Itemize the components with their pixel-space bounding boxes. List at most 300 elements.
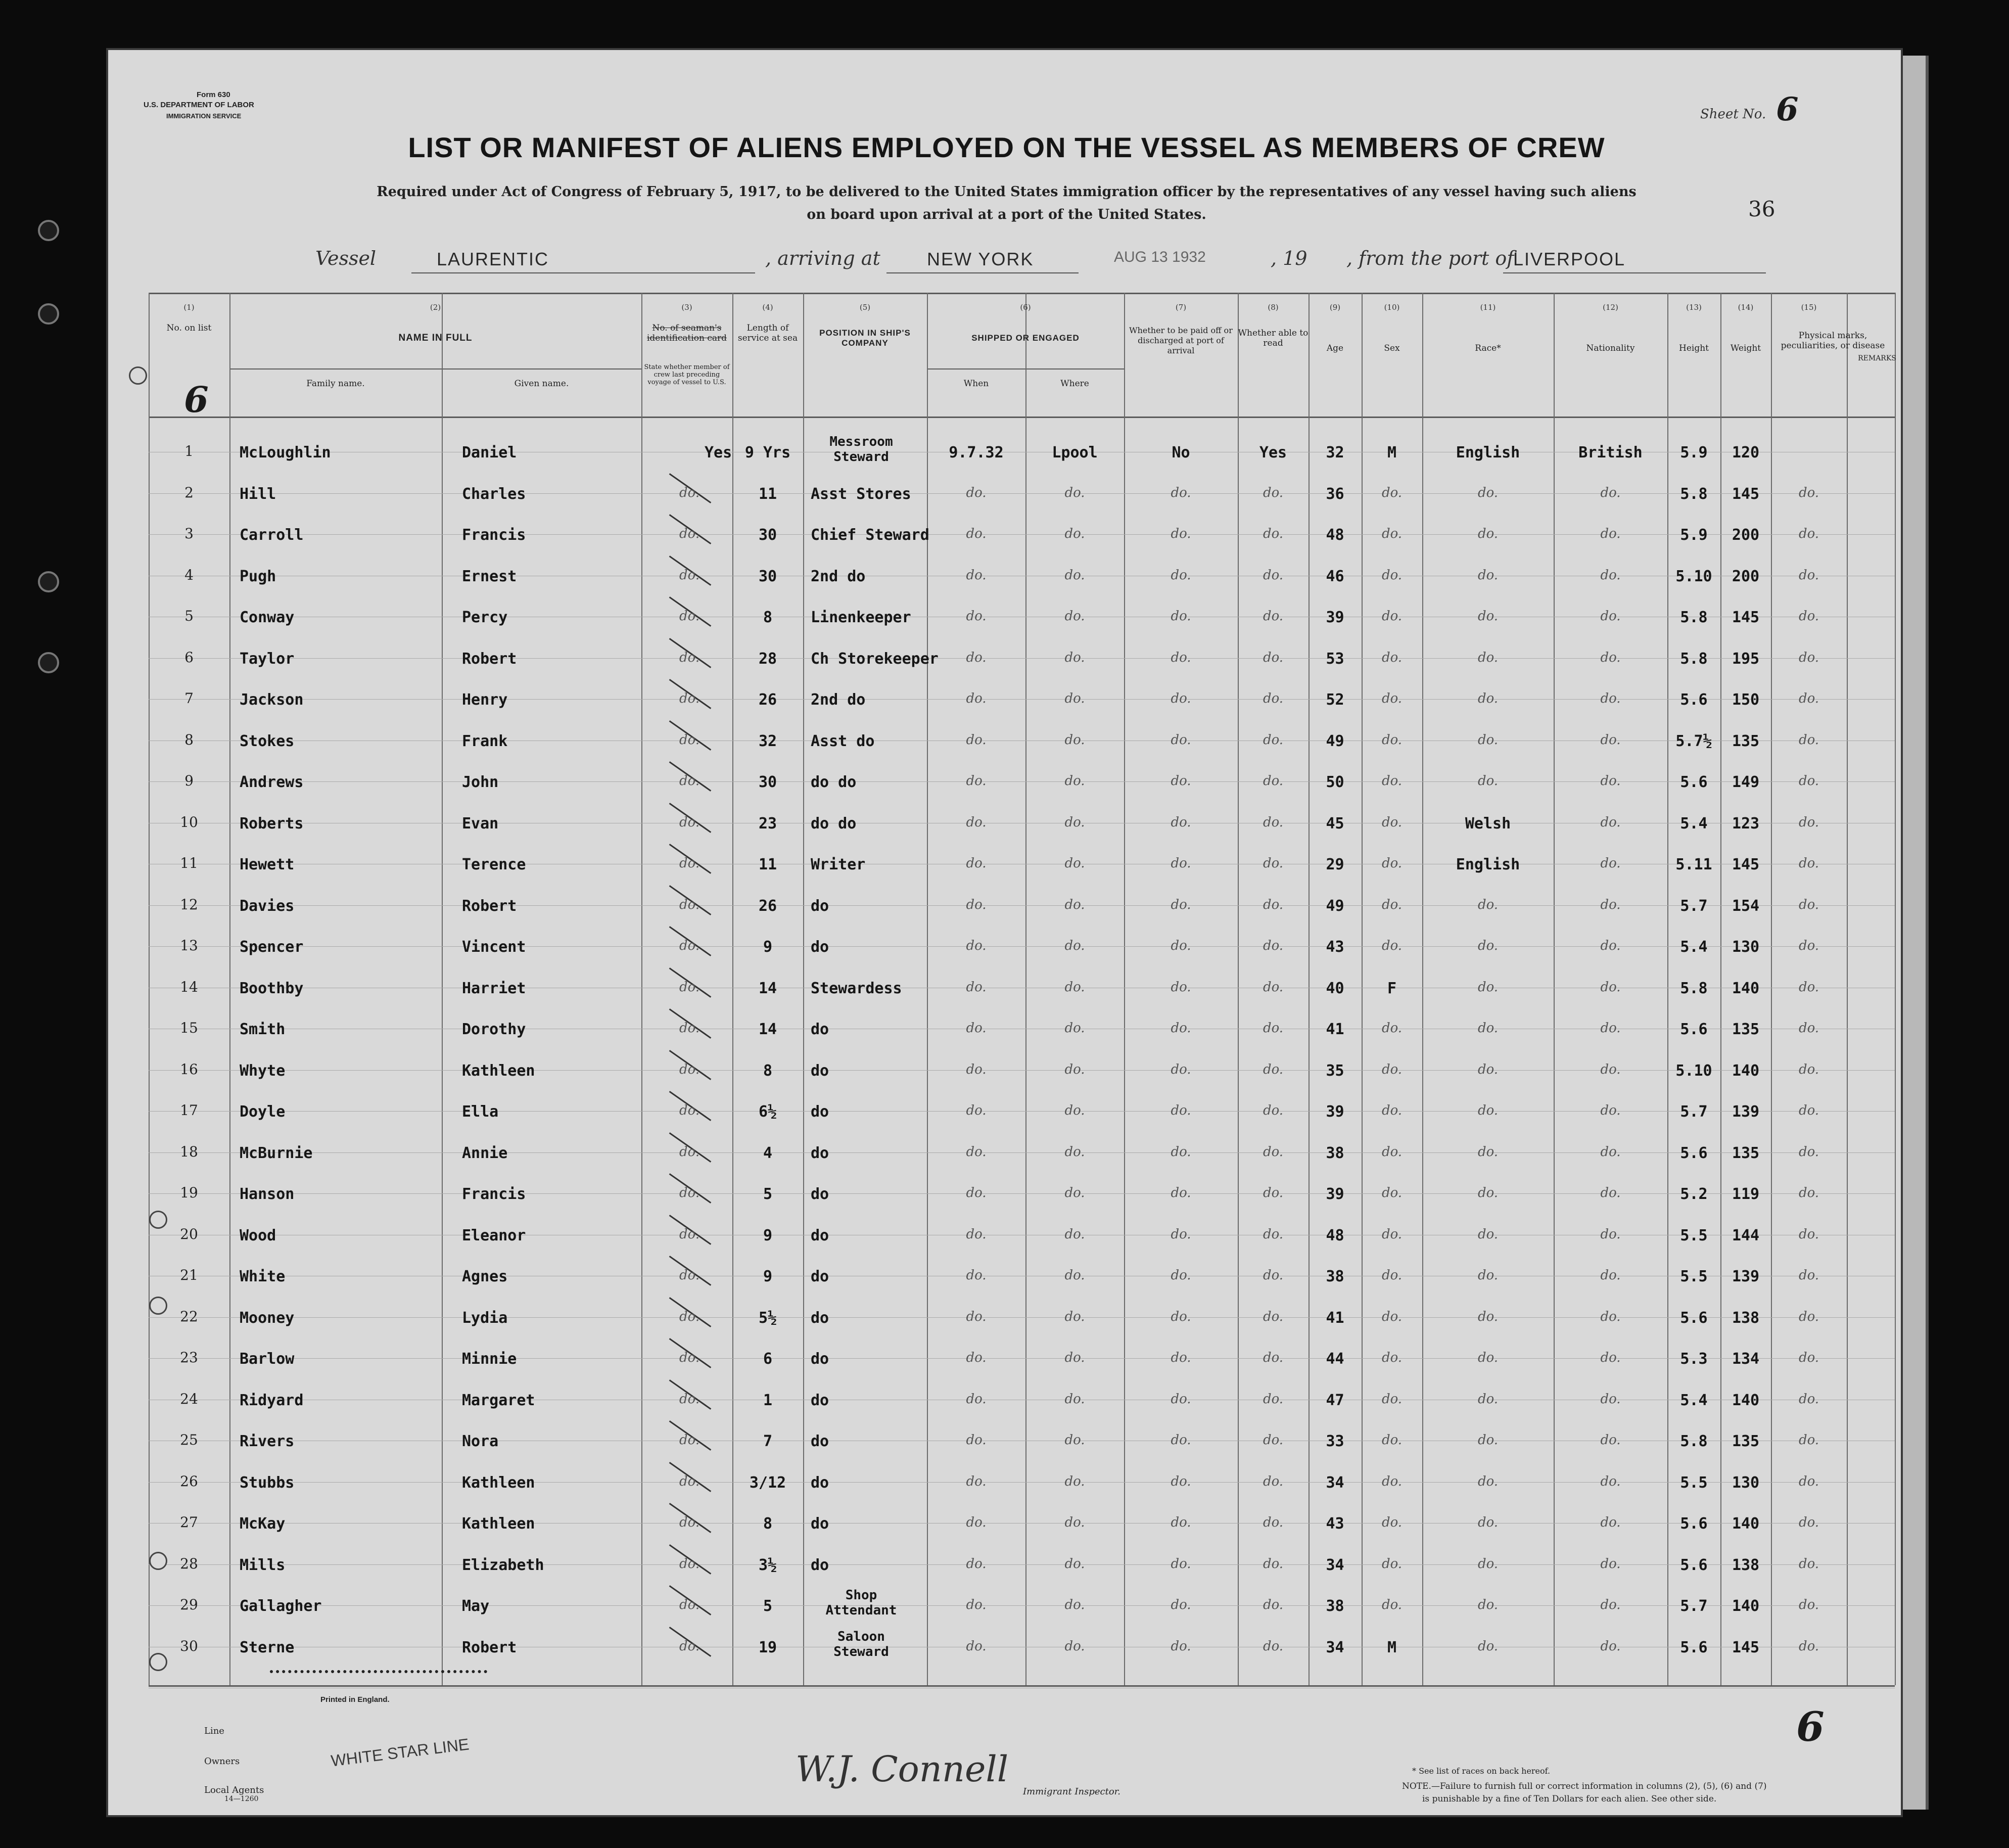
- cell-family: Hewett: [240, 856, 295, 873]
- cell-height: 5.5: [1680, 1473, 1708, 1492]
- cell-height: 5.7: [1680, 1103, 1708, 1121]
- binder-hole: [38, 571, 59, 592]
- row-number: 13: [180, 937, 198, 954]
- cell-given: Charles: [462, 485, 526, 503]
- cell-when: do.: [966, 1226, 987, 1242]
- cell-nationality: do.: [1600, 609, 1621, 624]
- column-number: (7): [1175, 303, 1187, 312]
- cell-position: 2nd do: [811, 691, 866, 709]
- cell-family: Rivers: [240, 1433, 295, 1450]
- cell-read: do.: [1263, 938, 1284, 953]
- cell-read: do.: [1263, 979, 1284, 995]
- cell-physical: do.: [1798, 856, 1819, 871]
- cell-family: Hanson: [240, 1185, 295, 1203]
- hdr-position: POSITION IN SHIP'S COMPANY: [819, 328, 911, 348]
- cell-given: John: [462, 773, 499, 791]
- corner-number: 6: [1796, 1703, 1825, 1750]
- column-number: (9): [1329, 303, 1341, 312]
- cell-when: do.: [966, 1350, 987, 1365]
- cell-nationality: do.: [1600, 1350, 1621, 1365]
- cell-age: 32: [1326, 444, 1344, 461]
- cell-where: do.: [1064, 691, 1085, 706]
- cell-height: 5.9: [1680, 526, 1708, 544]
- column-divider: [149, 293, 150, 1685]
- cell-position: do: [811, 1061, 829, 1080]
- cell-where: do.: [1064, 856, 1085, 871]
- cell-race: do.: [1477, 1556, 1499, 1572]
- cell-sex: M: [1387, 1638, 1397, 1656]
- cell-position: do: [811, 938, 829, 956]
- cell-nationality: do.: [1600, 567, 1621, 583]
- cell-nationality: do.: [1600, 814, 1621, 830]
- cell-given: Margaret: [462, 1391, 535, 1409]
- cell-length: 19: [758, 1638, 777, 1656]
- printed-note: Printed in England.: [320, 1695, 390, 1704]
- cell-paid: do.: [1171, 1185, 1191, 1200]
- cell-paid: do.: [1171, 1556, 1191, 1572]
- cell-physical: do.: [1798, 691, 1819, 706]
- cell-where: do.: [1064, 1556, 1085, 1572]
- cell-age: 49: [1326, 897, 1344, 915]
- column-number: (10): [1384, 303, 1400, 312]
- cell-weight: 135: [1732, 1021, 1760, 1038]
- cell-position: do do: [811, 773, 857, 791]
- cell-age: 43: [1326, 1515, 1344, 1533]
- cell-where: do.: [1064, 526, 1085, 541]
- cell-weight: 200: [1732, 567, 1760, 585]
- cell-family: McKay: [240, 1515, 286, 1533]
- row-number: 24: [180, 1390, 198, 1407]
- column-divider: [442, 293, 443, 1685]
- cell-physical: do.: [1798, 1268, 1819, 1283]
- cell-length: 11: [758, 856, 777, 873]
- cell-weight: 135: [1732, 1144, 1760, 1162]
- table-top-border: [149, 293, 1895, 294]
- cell-sex: do.: [1381, 1515, 1403, 1530]
- cell-weight: 140: [1732, 1515, 1760, 1533]
- row-number: 22: [180, 1308, 198, 1325]
- paper-stack-edge: [1903, 56, 1929, 1810]
- cell-read: Yes: [1259, 444, 1287, 461]
- cell-given: Harriet: [462, 979, 526, 997]
- cell-read: do.: [1263, 526, 1284, 541]
- cell-length: 9: [763, 1268, 773, 1285]
- hdr-able-read: Whether able to read: [1238, 328, 1309, 348]
- cell-weight: 145: [1732, 609, 1760, 626]
- service-label: IMMIGRATION SERVICE: [166, 112, 242, 120]
- cell-given: Robert: [462, 897, 517, 915]
- cell-paid: do.: [1171, 1597, 1191, 1612]
- punch-ring: [149, 1211, 167, 1229]
- cell-paid: do.: [1171, 1391, 1191, 1407]
- cell-where: do.: [1064, 650, 1085, 665]
- cell-id: do.: [679, 1268, 700, 1283]
- cell-age: 38: [1326, 1144, 1344, 1162]
- hdr-sex: Sex: [1384, 343, 1400, 353]
- cell-read: do.: [1263, 1103, 1284, 1118]
- cell-when: do.: [966, 1268, 987, 1283]
- name-subheader-line: [229, 368, 641, 369]
- cell-where: do.: [1064, 1515, 1085, 1530]
- cell-physical: do.: [1798, 1515, 1819, 1530]
- cell-read: do.: [1263, 1226, 1284, 1242]
- cell-position: do: [811, 1515, 829, 1533]
- cell-sex: do.: [1381, 1268, 1403, 1283]
- row-number: 2: [184, 484, 194, 501]
- cell-position: do do: [811, 814, 857, 833]
- cell-length: 30: [758, 567, 777, 585]
- cell-weight: 135: [1732, 1433, 1760, 1450]
- cell-position: do: [811, 1268, 829, 1285]
- cell-read: do.: [1263, 1309, 1284, 1324]
- cell-when: 9.7.32: [949, 444, 1004, 461]
- cell-race: do.: [1477, 732, 1499, 748]
- punch-ring: [129, 366, 147, 385]
- cell-given: Kathleen: [462, 1473, 535, 1492]
- cell-family: Stokes: [240, 732, 295, 750]
- cell-sex: do.: [1381, 1021, 1403, 1036]
- cell-given: Vincent: [462, 938, 526, 956]
- cell-read: do.: [1263, 773, 1284, 789]
- cell-paid: do.: [1171, 1061, 1191, 1077]
- cell-given: Minnie: [462, 1350, 517, 1368]
- column-number: (4): [762, 303, 773, 312]
- cell-nationality: do.: [1600, 732, 1621, 748]
- cell-length: 9: [763, 1226, 773, 1244]
- cell-height: 5.6: [1680, 773, 1708, 791]
- cell-given: Robert: [462, 650, 517, 668]
- cell-position: do: [811, 1103, 829, 1121]
- cell-age: 34: [1326, 1638, 1344, 1656]
- cell-where: do.: [1064, 1185, 1085, 1200]
- cell-nationality: do.: [1600, 1597, 1621, 1612]
- cell-read: do.: [1263, 485, 1284, 500]
- cell-race: do.: [1477, 526, 1499, 541]
- cell-id: do.: [679, 1433, 700, 1448]
- hdr-shipped: SHIPPED OR ENGAGED: [971, 333, 1080, 343]
- cell-family: McBurnie: [240, 1144, 313, 1162]
- port-underline: [1503, 272, 1766, 273]
- cell-position: Linenkeeper: [811, 609, 911, 626]
- cell-nationality: do.: [1600, 650, 1621, 665]
- end-of-list-dots: [270, 1670, 487, 1673]
- cell-age: 38: [1326, 1597, 1344, 1615]
- cell-given: Robert: [462, 1638, 517, 1656]
- cell-age: 47: [1326, 1391, 1344, 1409]
- cell-nationality: do.: [1600, 1226, 1621, 1242]
- cell-id: do.: [679, 1638, 700, 1654]
- column-number: (15): [1801, 303, 1817, 312]
- cell-given: Nora: [462, 1433, 499, 1450]
- cell-physical: do.: [1798, 1391, 1819, 1407]
- cell-race: do.: [1477, 1597, 1499, 1612]
- column-number: (2): [430, 303, 441, 312]
- cell-nationality: do.: [1600, 1144, 1621, 1160]
- cell-id: do.: [679, 856, 700, 871]
- cell-when: do.: [966, 938, 987, 953]
- cell-sex: do.: [1381, 1226, 1403, 1242]
- cell-height: 5.7: [1680, 897, 1708, 915]
- list-number-handwritten: 6: [184, 379, 209, 421]
- cell-sex: do.: [1381, 1473, 1403, 1489]
- cell-race: do.: [1477, 1021, 1499, 1036]
- cell-position: do: [811, 1309, 829, 1327]
- cell-length: 1: [763, 1391, 773, 1409]
- cell-family: Mills: [240, 1556, 286, 1574]
- cell-position: do: [811, 1021, 829, 1038]
- cell-physical: do.: [1798, 650, 1819, 665]
- cell-read: do.: [1263, 1268, 1284, 1283]
- cell-paid: do.: [1171, 1515, 1191, 1530]
- cell-family: Carroll: [240, 526, 304, 544]
- cell-read: do.: [1263, 650, 1284, 665]
- owners-label: Owners: [204, 1756, 240, 1767]
- row-number: 8: [184, 731, 194, 748]
- cell-weight: 135: [1732, 732, 1760, 750]
- cell-physical: do.: [1798, 1638, 1819, 1654]
- cell-where: do.: [1064, 1226, 1085, 1242]
- cell-position: do: [811, 1473, 829, 1492]
- cell-nationality: do.: [1600, 897, 1621, 912]
- cell-when: do.: [966, 1638, 987, 1654]
- cell-position: do: [811, 1226, 829, 1244]
- cell-position: Messroom Steward: [829, 434, 893, 465]
- cell-family: Spencer: [240, 938, 304, 956]
- cell-paid: do.: [1171, 1226, 1191, 1242]
- cell-family: Sterne: [240, 1638, 295, 1656]
- cell-race: do.: [1477, 1226, 1499, 1242]
- cell-given: Lydia: [462, 1309, 508, 1327]
- cell-id: do.: [679, 1226, 700, 1242]
- cell-race: do.: [1477, 1638, 1499, 1654]
- row-number: 26: [180, 1472, 198, 1490]
- cell-age: 35: [1326, 1061, 1344, 1080]
- cell-height: 5.8: [1680, 609, 1708, 626]
- cell-read: do.: [1263, 1021, 1284, 1036]
- cell-race: do.: [1477, 1350, 1499, 1365]
- cell-weight: 140: [1732, 1597, 1760, 1615]
- cell-sex: F: [1387, 979, 1397, 997]
- cell-physical: do.: [1798, 1103, 1819, 1118]
- cell-age: 36: [1326, 485, 1344, 503]
- cell-id: do.: [679, 1473, 700, 1489]
- cell-given: Evan: [462, 814, 499, 833]
- cell-family: Barlow: [240, 1350, 295, 1368]
- cell-where: do.: [1064, 1433, 1085, 1448]
- cell-where: do.: [1064, 1144, 1085, 1160]
- cell-position: Chief Steward: [811, 526, 929, 544]
- page-number: 36: [1748, 197, 1776, 221]
- cell-given: Percy: [462, 609, 508, 626]
- cell-position: do: [811, 1556, 829, 1574]
- cell-when: do.: [966, 1515, 987, 1530]
- cell-physical: do.: [1798, 1309, 1819, 1324]
- column-divider: [229, 293, 230, 1685]
- cell-when: do.: [966, 1021, 987, 1036]
- cell-id: do.: [679, 609, 700, 624]
- cell-weight: 195: [1732, 650, 1760, 668]
- cell-physical: do.: [1798, 567, 1819, 583]
- cell-family: Doyle: [240, 1103, 286, 1121]
- cell-length: 26: [758, 691, 777, 709]
- cell-age: 53: [1326, 650, 1344, 668]
- cell-weight: 145: [1732, 856, 1760, 873]
- cell-race: do.: [1477, 1309, 1499, 1324]
- cell-id: do.: [679, 1021, 700, 1036]
- column-number: (8): [1268, 303, 1279, 312]
- cell-height: 5.7½: [1675, 732, 1712, 750]
- cell-height: 5.6: [1680, 1638, 1708, 1656]
- cell-family: Conway: [240, 609, 295, 626]
- cell-id: do.: [679, 773, 700, 789]
- cell-age: 29: [1326, 856, 1344, 873]
- cell-where: do.: [1064, 1309, 1085, 1324]
- row-number: 15: [180, 1020, 198, 1036]
- cell-id: do.: [679, 650, 700, 665]
- cell-paid: do.: [1171, 897, 1191, 912]
- cell-position: Ch Storekeeper: [811, 650, 939, 668]
- row-number: 18: [180, 1143, 198, 1160]
- cell-where: do.: [1064, 814, 1085, 830]
- vessel-underline: [411, 272, 755, 273]
- line-label: Line: [204, 1726, 224, 1736]
- column-divider: [641, 293, 642, 1685]
- cell-read: do.: [1263, 1061, 1284, 1077]
- cell-id: do.: [679, 979, 700, 995]
- cell-read: do.: [1263, 691, 1284, 706]
- cell-physical: do.: [1798, 773, 1819, 789]
- cell-paid: do.: [1171, 1309, 1191, 1324]
- cell-family: Wood: [240, 1226, 276, 1244]
- cell-height: 5.6: [1680, 1556, 1708, 1574]
- cell-race: English: [1456, 856, 1520, 873]
- cell-race: do.: [1477, 1144, 1499, 1160]
- cell-id: do.: [679, 1515, 700, 1530]
- from-port-label: , from the port of: [1346, 247, 1514, 269]
- cell-length: 23: [758, 814, 777, 833]
- cell-length: 8: [763, 1515, 773, 1533]
- cell-position: do: [811, 1433, 829, 1450]
- cell-nationality: do.: [1600, 1556, 1621, 1572]
- cell-sex: do.: [1381, 1144, 1403, 1160]
- sheet-number: 6: [1776, 90, 1799, 128]
- cell-given: Daniel: [462, 444, 517, 461]
- punch-ring: [149, 1297, 167, 1315]
- cell-paid: do.: [1171, 485, 1191, 500]
- cell-where: do.: [1064, 1021, 1085, 1036]
- cell-nationality: do.: [1600, 773, 1621, 789]
- row-number: 30: [180, 1637, 198, 1654]
- cell-weight: 139: [1732, 1103, 1760, 1121]
- penalty-note-1: NOTE.—Failure to furnish full or correct information in columns (2), (5), (6) and (7): [1402, 1781, 1767, 1791]
- cell-position: Stewardess: [811, 979, 902, 997]
- row-number: 19: [180, 1184, 198, 1201]
- hdr-family-name: Family name.: [306, 379, 365, 389]
- cell-given: Ernest: [462, 567, 517, 585]
- cell-paid: do.: [1171, 567, 1191, 583]
- cell-age: 46: [1326, 567, 1344, 585]
- cell-when: do.: [966, 1391, 987, 1407]
- cell-given: Francis: [462, 526, 526, 544]
- vessel-label: Vessel: [315, 247, 377, 269]
- cell-family: Stubbs: [240, 1473, 295, 1492]
- cell-given: Kathleen: [462, 1061, 535, 1080]
- cell-given: Elizabeth: [462, 1556, 544, 1574]
- cell-family: Davies: [240, 897, 295, 915]
- cell-when: do.: [966, 1103, 987, 1118]
- cell-race: do.: [1477, 1515, 1499, 1530]
- cell-read: do.: [1263, 1391, 1284, 1407]
- cell-read: do.: [1263, 1473, 1284, 1489]
- cell-given: Agnes: [462, 1268, 508, 1285]
- cell-family: Whyte: [240, 1061, 286, 1080]
- cell-weight: 130: [1732, 1473, 1760, 1492]
- cell-race: do.: [1477, 1185, 1499, 1200]
- cell-nationality: do.: [1600, 1309, 1621, 1324]
- cell-physical: do.: [1798, 979, 1819, 995]
- cell-length: 3/12: [749, 1473, 786, 1492]
- row-number: 4: [184, 566, 194, 583]
- cell-when: do.: [966, 856, 987, 871]
- cell-length: 9: [763, 938, 773, 956]
- cell-physical: do.: [1798, 732, 1819, 748]
- cell-physical: do.: [1798, 1185, 1819, 1200]
- cell-race: do.: [1477, 979, 1499, 995]
- cell-height: 5.5: [1680, 1226, 1708, 1244]
- cell-position: Saloon Steward: [833, 1629, 889, 1659]
- cell-sex: do.: [1381, 1597, 1403, 1612]
- row-number: 12: [180, 896, 198, 913]
- cell-physical: do.: [1798, 526, 1819, 541]
- cell-age: 52: [1326, 691, 1344, 709]
- cell-race: do.: [1477, 485, 1499, 500]
- cell-paid: do.: [1171, 773, 1191, 789]
- cell-length: 5: [763, 1597, 773, 1615]
- hdr-age: Age: [1326, 343, 1344, 353]
- cell-sex: do.: [1381, 1350, 1403, 1365]
- vessel-name: LAURENTIC: [437, 249, 549, 269]
- cell-family: Gallagher: [240, 1597, 322, 1615]
- cell-sex: do.: [1381, 938, 1403, 953]
- cell-where: do.: [1064, 1473, 1085, 1489]
- cell-length: 32: [758, 732, 777, 750]
- cell-length: 6½: [758, 1103, 777, 1121]
- cell-weight: 200: [1732, 526, 1760, 544]
- row-number: 5: [184, 608, 194, 624]
- cell-when: do.: [966, 1185, 987, 1200]
- cell-id: do.: [679, 732, 700, 748]
- cell-family: Roberts: [240, 814, 304, 833]
- cell-position: Asst Stores: [811, 485, 911, 503]
- cell-where: do.: [1064, 773, 1085, 789]
- cell-sex: do.: [1381, 814, 1403, 830]
- cell-read: do.: [1263, 1433, 1284, 1448]
- cell-paid: do.: [1171, 650, 1191, 665]
- cell-nationality: do.: [1600, 526, 1621, 541]
- cell-position: 2nd do: [811, 567, 866, 585]
- cell-id: do.: [679, 1309, 700, 1324]
- table-bottom-border: [149, 1685, 1895, 1687]
- cell-physical: do.: [1798, 609, 1819, 624]
- cell-length: 3½: [758, 1556, 777, 1574]
- cell-sex: do.: [1381, 897, 1403, 912]
- department-label: U.S. DEPARTMENT OF LABOR: [144, 101, 254, 109]
- cell-position: do: [811, 897, 829, 915]
- cell-physical: do.: [1798, 1144, 1819, 1160]
- cell-paid: do.: [1171, 1021, 1191, 1036]
- cell-sex: do.: [1381, 1309, 1403, 1324]
- cell-length: 6: [763, 1350, 773, 1368]
